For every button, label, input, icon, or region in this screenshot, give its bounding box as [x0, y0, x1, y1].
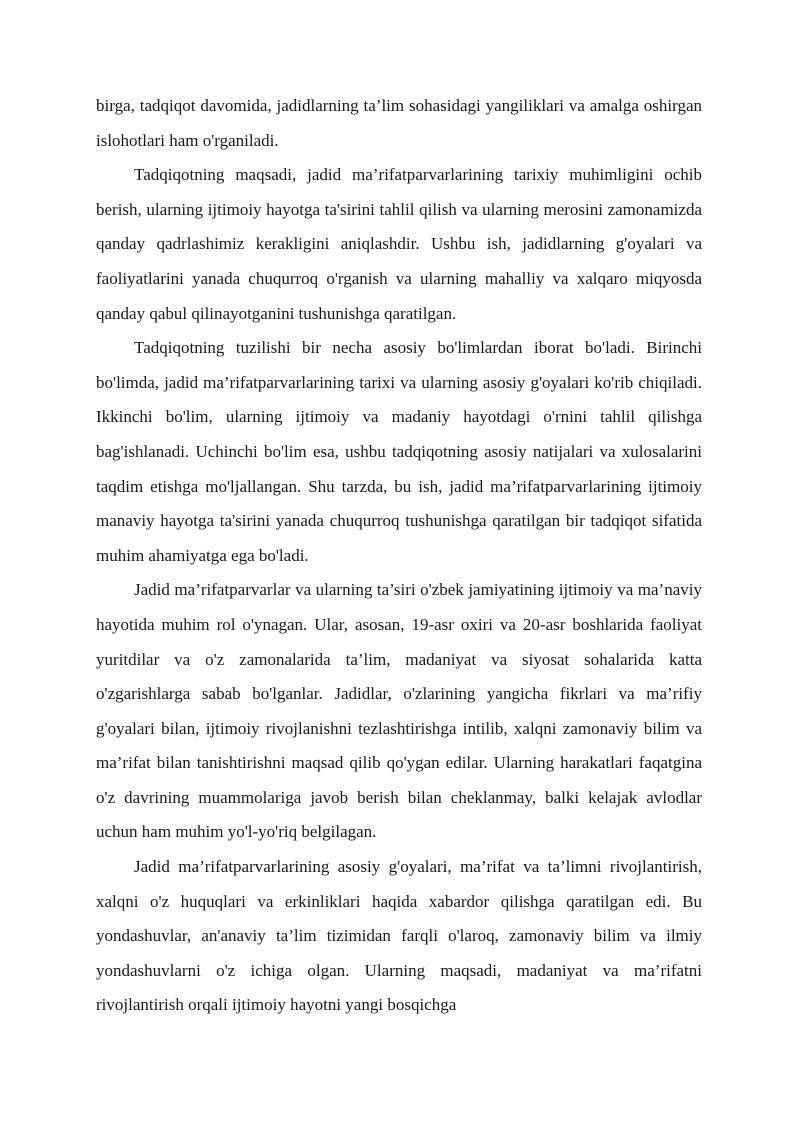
paragraph-jadid-influence: Jadid ma’rifatparvarlar va ularning ta’siri o'zbek jamiyatining ijtimoiy va ma’naviy hayotida muhim rol o'ynagan. Ular, asosan, 19-asr oxiri va 20-asr boshlarida faoliyat yuritdilar va o'z zamonalarida ta’lim, madaniyat va siyosat sohalarida katta o'zgarishlarga sabab bo'lganlar. Jadidlar, o'zlarining yangicha fikrlari va ma’rifiy g'oyalari bilan, ijtimoiy rivojlanishni tezlashtirishga intilib, xalqni zamonaviy bilim va ma’rifat bilan tanishtirishni maqsad qilib qo'ygan edilar. Ularning harakatlari faqatgina o'z davrining muammolariga javob berish bilan cheklanmay, balki kelajak avlodlar uchun ham muhim yo'l-yo'riq belgilagan. [96, 580, 702, 842]
paragraph-continuation: birga, tadqiqot davomida, jadidlarning ta’lim sohasidagi yangiliklari va amalga oshirgan islohotlari ham o'rganiladi. [96, 96, 702, 150]
body-text [96, 89, 702, 1023]
paragraph-research-goal: Tadqiqotning maqsadi, jadid ma’rifatparvarlarining tarixiy muhimligini ochib berish, ularning ijtimoiy hayotga ta'sirini tahlil qilish va ularning merosini zamonamizda qanday qadrlashimiz kerakligini aniqlashdir. Ushbu ish, jadidlarning g'oyalari va faoliyatlarini yanada chuqurroq o'rganish va ularning mahalliy va xalqaro miqyosda qanday qabul qilinayotganini tushunishga qaratilgan. [96, 165, 702, 323]
paragraph-research-structure: Tadqiqotning tuzilishi bir necha asosiy bo'limlardan iborat bo'ladi. Birinchi bo'limda, jadid ma’rifatparvarlarining tarixi va ularning asosiy g'oyalari ko'rib chiqiladi. Ikkinchi bo'lim, ularning ijtimoiy va madaniy hayotdagi o'rnini tahlil qilishga bag'ishlanadi. Uchinchi bo'lim esa, ushbu tadqiqotning asosiy natijalari va xulosalarini taqdim etishga mo'ljallangan. Shu tarzda, bu ish, jadid ma’rifatparvarlarining ijtimoiy manaviy hayotga ta'sirini yanada chuqurroq tushunishga qaratilgan bir tadqiqot sifatida muhim ahamiyatga ega bo'ladi. [96, 338, 702, 565]
paragraph-jadid-ideas: Jadid ma’rifatparvarlarining asosiy g'oyalari, ma’rifat va ta’limni rivojlantirish, xalqni o'z huquqlari va erkinliklari haqida xabardor qilishga qaratilgan edi. Bu yondashuvlar, an'anaviy ta’lim tizimidan farqli o'laroq, zamonaviy bilim va ilmiy yondashuvlarni o'z ichiga olgan. Ularning maqsadi, madaniyat va ma’rifatni rivojlantirish orqali ijtimoiy hayotni yangi bosqichga [96, 857, 702, 1015]
